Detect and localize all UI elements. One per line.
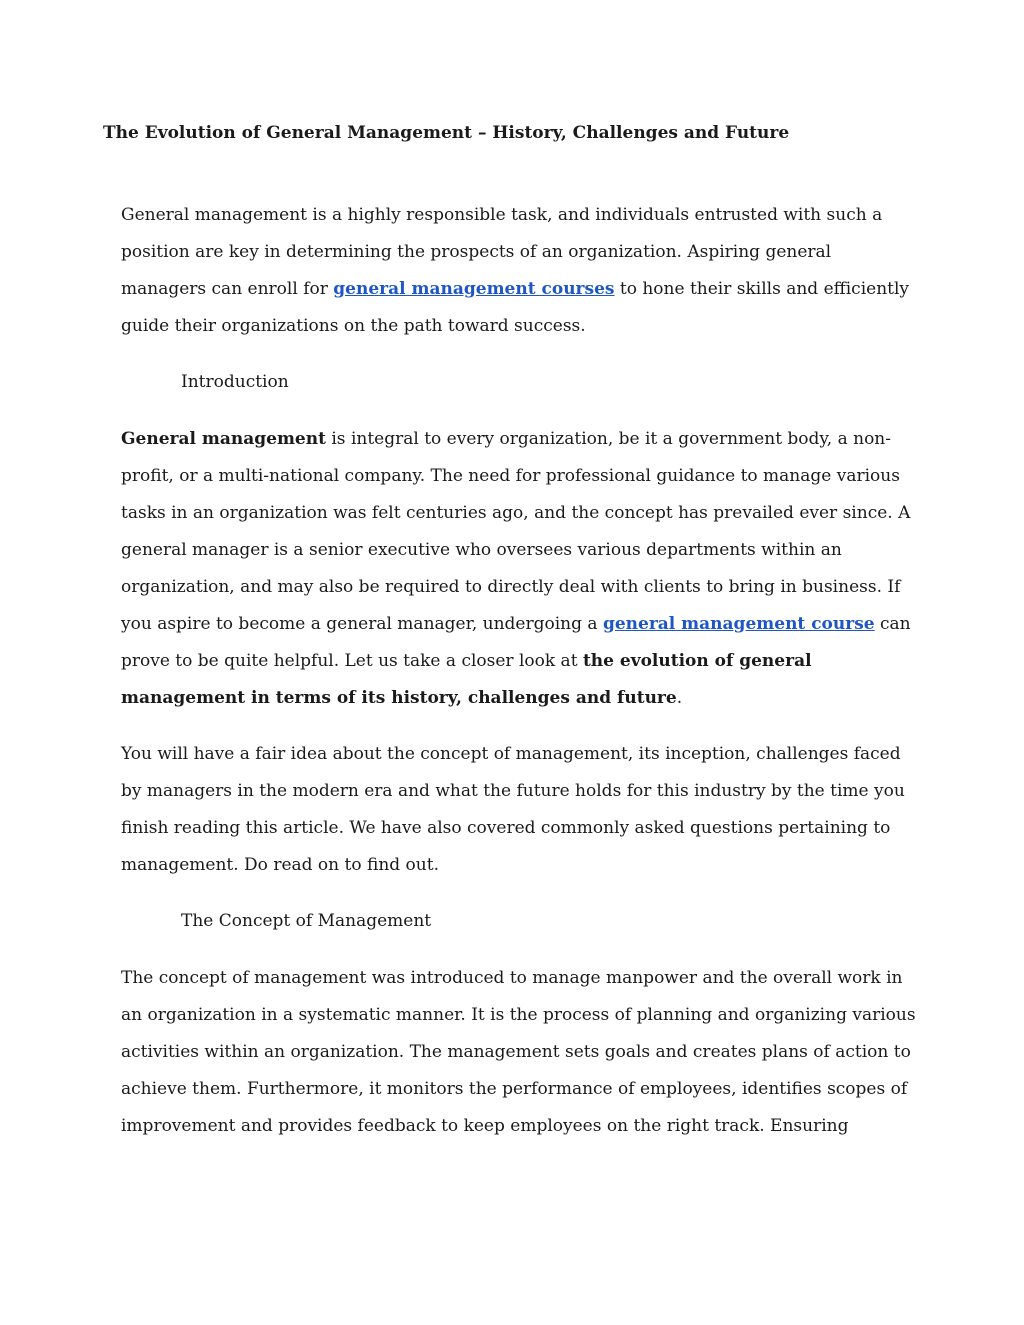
text-line: guide their organizations on the path toward success.: [121, 316, 586, 336]
text-line: [121, 643, 911, 680]
text-line: general manager is a senior executive who oversees various departments within an: [121, 540, 842, 560]
text-segment: can: [874, 614, 911, 634]
document-title: The Evolution of General Management – History, Challenges and Future: [103, 123, 790, 143]
section-heading-concept: The Concept of Management: [181, 911, 432, 931]
intro-paragraph: [121, 197, 909, 345]
text-line: General management is a highly responsible task, and individuals entrusted with such a: [121, 205, 883, 225]
text-line: by managers in the modern era and what the future holds for this industry by the time you: [121, 781, 905, 801]
text-line: finish reading this article. We have also covered commonly asked questions pertaining to: [121, 818, 891, 838]
general-management-courses-link[interactable]: general management courses: [333, 279, 615, 299]
bold-phrase: the evolution of general: [582, 651, 812, 671]
bold-term: General management: [121, 429, 326, 449]
bold-phrase: management in terms of its history, challenges and future: [121, 688, 677, 708]
text-line: [121, 680, 911, 717]
text-segment: managers can enroll for: [121, 279, 334, 299]
text-line: tasks in an organization was felt centuries ago, and the concept has prevailed ever since. A: [121, 503, 911, 523]
text-line: achieve them. Furthermore, it monitors the performance of employees, identifies scopes of: [121, 1079, 908, 1099]
text-line: [121, 421, 911, 458]
introduction-paragraph: [121, 421, 911, 717]
text-line: [121, 271, 909, 308]
general-management-course-link[interactable]: general management course: [602, 614, 875, 634]
text-line: management. Do read on to find out.: [121, 855, 439, 875]
text-line: [121, 606, 911, 643]
text-line: organization, and may also be required to directly deal with clients to bring in business. If: [121, 577, 901, 597]
concept-paragraph: [121, 960, 916, 1145]
text-line: an organization in a systematic manner. It is the process of planning and organizing various: [121, 1005, 916, 1025]
section-heading-introduction: Introduction: [181, 372, 289, 392]
text-line: activities within an organization. The management sets goals and creates plans of action to: [121, 1042, 911, 1062]
text-segment: to hone their skills and efficiently: [614, 279, 910, 299]
text-line: You will have a fair idea about the concept of management, its inception, challenges faced: [121, 744, 901, 764]
text-line: The concept of management was introduced to manage manpower and the overall work in: [121, 968, 903, 988]
text-line: improvement and provides feedback to keep employees on the right track. Ensuring: [121, 1116, 849, 1136]
text-segment: prove to be quite helpful. Let us take a closer look at: [121, 651, 583, 671]
text-segment: you aspire to become a general manager, undergoing a: [121, 614, 603, 634]
overview-paragraph: [121, 736, 905, 884]
text-line: position are key in determining the prospects of an organization. Aspiring general: [121, 242, 832, 262]
text-segment: .: [676, 688, 683, 708]
text-line: profit, or a multi-national company. The need for professional guidance to manage various: [121, 466, 900, 486]
text-segment: is integral to every organization, be it a government body, a non-: [325, 429, 891, 449]
